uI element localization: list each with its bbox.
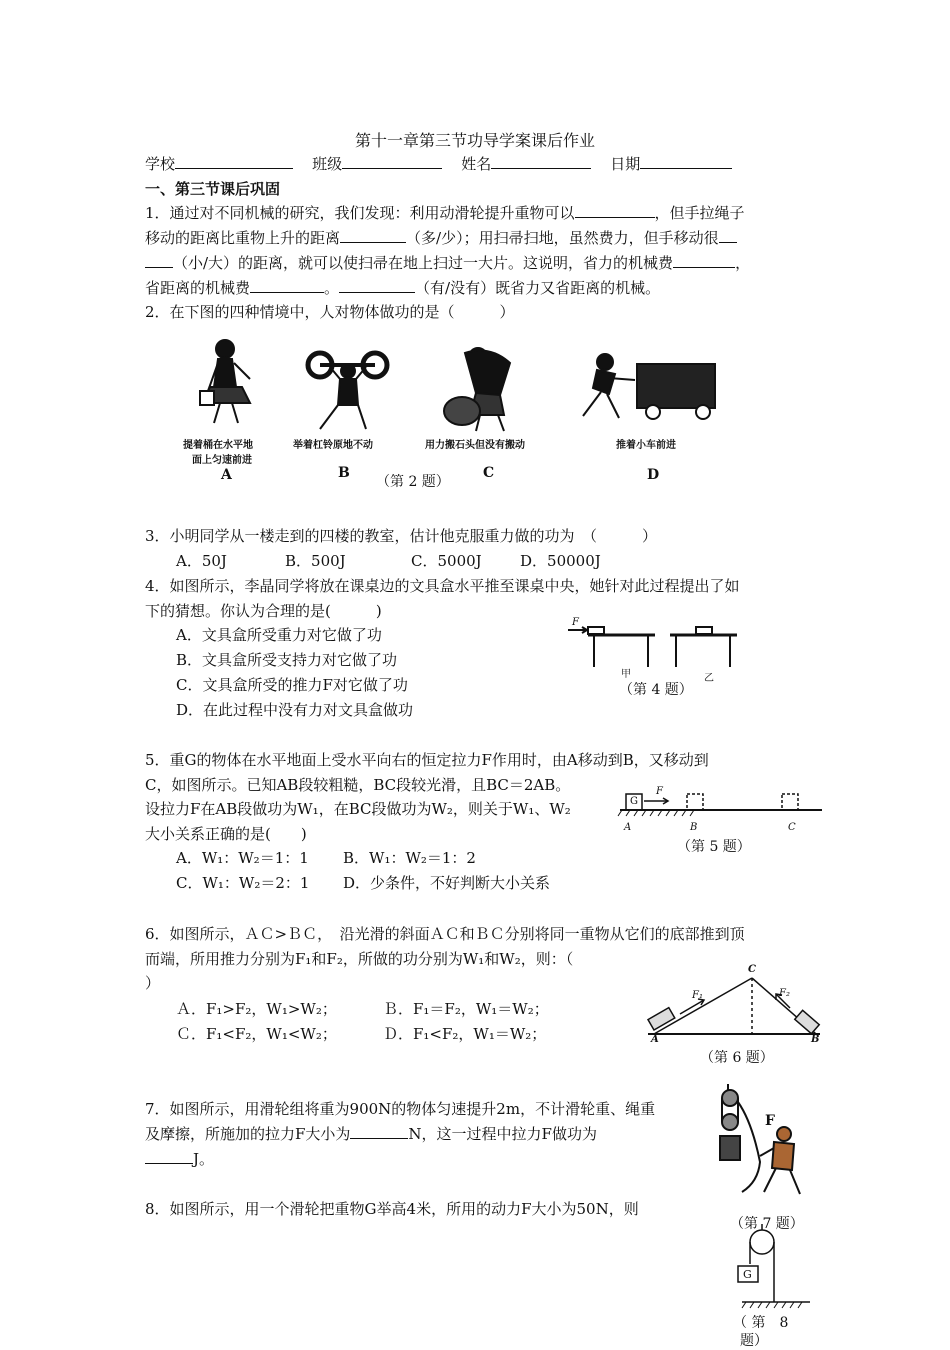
figure-a-person-bucket [200,340,250,423]
q2-letter-b: B [338,465,350,481]
q4-fig-yi: 乙 [704,673,714,684]
q6-line2: 而端，所用推力分别为F₁和F₂，所做的功分别为W₁和W₂，则：（ [145,950,574,968]
q2-label-b: 举着杠铃原地不动 [293,440,373,451]
q2-label-a2: 面上匀速前进 [192,455,252,466]
q6-fig-f1: F₁ [692,990,703,1001]
q7-fig-f: F [765,1113,775,1129]
q5-option-d: D．少条件，不好判断大小关系 [343,874,551,892]
q6-fig-a: A [651,1034,659,1045]
figure-c-stone [444,348,510,431]
q4-option-d: D．在此过程中没有力对文具盒做功 [176,701,414,719]
q2-label-a1: 提着桶在水平地 [183,440,253,451]
q8-fig-g: G [743,1268,752,1281]
class-blank [342,152,442,169]
q2-label-d: 推着小车前进 [616,440,676,451]
q7-caption: （第 7 题） [730,1216,804,1232]
name-blank [491,152,591,169]
date-blank [640,152,732,169]
q3-option-b: B．500J [285,552,346,570]
q5-fig-f: F [656,786,663,797]
q4-figure-desks [560,615,745,675]
q5-line1: 5．重G的物体在水平地面上受水平向右的恒定拉力F作用时，由A移动到B，又移动到 [145,751,709,769]
school-label: 学校 [145,155,176,173]
q6-option-a: Ａ．F₁>F₂，W₁>W₂； [176,1000,337,1018]
date-label: 日期 [610,155,641,173]
q6-fig-c: C [748,964,756,975]
q5-line3: 设拉力F在AB段做功为W₁，在BC段做功为W₂，则关于W₁、W₂ [145,800,571,818]
q7-line1: 7．如图所示，用滑轮组将重为900N的物体匀速提升2m，不计滑轮重、绳重 [145,1100,656,1118]
q4-caption: （第 4 题） [619,682,693,698]
q5-fig-c: C [788,822,796,833]
q5-option-c: C．W₁：W₂＝2：1 [176,874,310,892]
q4-line1: 4．如图所示，李晶同学将放在课桌边的文具盒水平推至课桌中央，她针对此过程提出了如 [145,577,740,595]
q5-line4: 大小关系正确的是( ) [145,825,307,843]
figure-d-cart [575,348,725,428]
q7-figure-pulley-man [712,1082,822,1207]
q3-option-c: C．5000J [411,552,482,570]
q6-fig-f2: F₂ [779,988,790,999]
q4-line2: 下的猜想。你认为合理的是( ) [145,602,382,620]
q8-caption-a: （ 第 8 [733,1315,789,1331]
q6-option-b: Ｂ．F₁＝F₂，W₁＝W₂； [383,1000,549,1018]
q5-fig-b: B [690,822,698,833]
q2-stem: 2．在下图的四种情境中，人对物体做功的是（ ） [145,303,515,321]
q5-option-b: B．W₁：W₂＝1：2 [343,849,476,867]
school-blank [175,152,293,169]
q5-fig-a: A [624,822,632,833]
figure-b-barbell [308,353,387,429]
q7-line2: 及摩擦，所施加的拉力F大小为 N，这一过程中拉力F做功为 [145,1122,597,1146]
q5-caption: （第 5 题） [677,839,751,855]
q1-line4: 省距离的机械费 。 （有/没有）既省力又省距离的机械。 [145,276,660,300]
q3-stem: 3．小明同学从一楼走到的四楼的教室，估计他克服重力做的功为 （ ） [145,527,658,545]
q5-option-a: A．W₁：W₂＝1：1 [176,849,309,867]
q1-line3: （小/大）的距离，就可以使扫帚在地上扫过一大片。这说明，省力的机械费 ， [145,251,750,275]
q1-line1: 1．通过对不同机械的研究，我们发现：利用动滑轮提升重物可以 ，但手拉绳子 [145,201,745,225]
q5-fig-g: G [630,796,638,807]
q8-caption-b: 题） [740,1333,768,1349]
q2-letter-a: A [221,467,232,483]
q4-option-a: A．文具盒所受重力对它做了功 [176,626,382,644]
q4-option-b: B．文具盒所受支持力对它做了功 [176,651,398,669]
q6-line3: ） [145,974,161,992]
q5-line2: C，如图所示。已知AB段较粗糙，BC段较光滑，且BC＝2AB。 [145,776,571,794]
name-label: 姓名 [461,155,492,173]
q2-letter-c: C [483,465,495,481]
q6-option-d: Ｄ．F₁<F₂，W₁＝W₂； [383,1025,547,1043]
q8-figure-pulley [728,1222,813,1312]
q6-line1: 6．如图所示，ＡＣ>ＢＣ， 沿光滑的斜面ＡＣ和ＢＣ分别将同一重物从它们的底部推到顶 [145,925,745,943]
q2-figures [180,335,560,445]
q8-line1: 8．如图所示，用一个滑轮把重物G举高4米，所用的动力F大小为50N，则 [145,1200,639,1218]
section-heading: 一、第三节课后巩固 [145,180,281,198]
q6-figure-incline [640,968,825,1043]
q3-option-d: D．50000J [520,552,601,570]
q2-label-c: 用力搬石头但没有搬动 [425,440,525,451]
page-title: 第十一章第三节功导学案课后作业 [354,131,595,150]
q2-caption: （第 2 题） [376,474,450,490]
q4-fig-f: F [572,617,579,628]
header-fields [145,152,732,176]
q4-fig-jia: 甲 [621,669,631,680]
q6-fig-b: B [811,1034,820,1045]
q7-line3: J。 [145,1147,214,1171]
q3-option-a: A．50J [176,552,227,570]
q6-caption: （第 6 题） [700,1050,774,1066]
q1-line2: 移动的距离比重物上升的距离 （多/少）；用扫帚扫地，虽然费力，但手移动很 [145,226,737,250]
q6-option-c: Ｃ．F₁<F₂，W₁<W₂； [176,1025,337,1043]
q2-letter-d: D [647,467,660,483]
q4-option-c: C．文具盒所受的推力F对它做了功 [176,676,408,694]
class-label: 班级 [312,155,343,173]
